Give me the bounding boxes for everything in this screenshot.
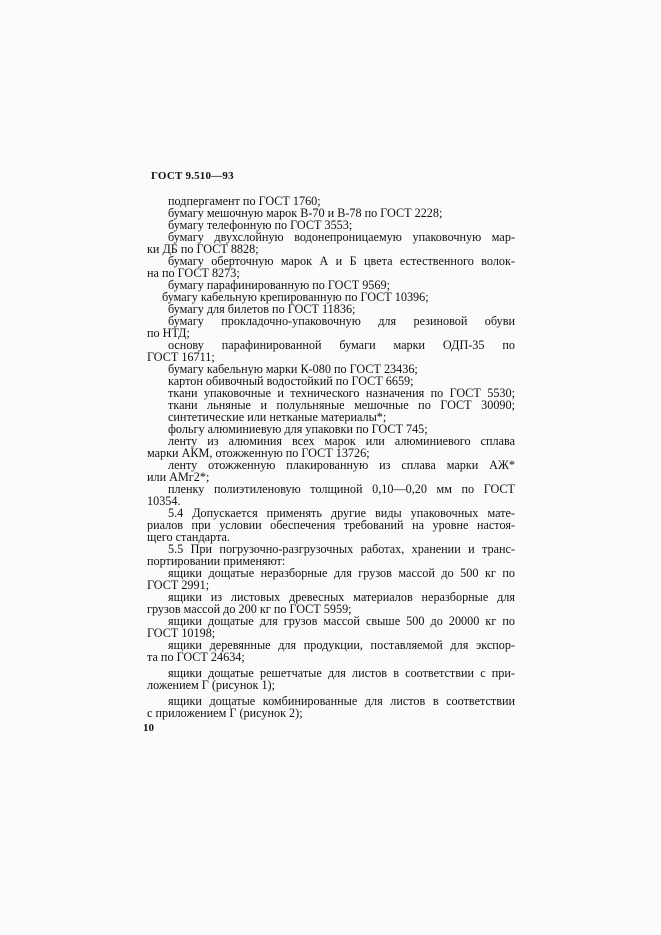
text-line: бумагу кабельную марки К-080 по ГОСТ 23436; [168, 362, 418, 376]
text-line: бумагу мешочную марок В-70 и В-78 по ГОСТ 2228; [168, 206, 443, 220]
text-line: 10354. [147, 494, 181, 508]
text-line: бумагу телефонную по ГОСТ 3553; [168, 218, 353, 232]
text-line: бумагу оберточную марок А и Б цвета естественного волок- [168, 254, 515, 268]
page-number: 10 [143, 722, 154, 734]
section-5-4-line: 5.4 Допускается применять другие виды упаковочных мате- [168, 506, 515, 520]
text-line: та по ГОСТ 24634; [147, 650, 245, 664]
text-line: бумагу прокладочно-упаковочную для резиновой обуви [168, 314, 515, 328]
text-line: ГОСТ 16711; [147, 350, 215, 364]
text-line: или АМг2*; [147, 470, 210, 484]
document-body [147, 195, 515, 719]
text-line: бумагу для билетов по ГОСТ 11836; [168, 302, 356, 316]
text-line: основу парафинированной бумаги марки ОДП-35 по [168, 338, 515, 352]
text-line: ленту отожженную плакированную из сплава марки АЖ* [168, 458, 515, 472]
text-line: на по ГОСТ 8273; [147, 266, 240, 280]
text-line: риалов при условии обеспечения требований на уровне настоя- [147, 518, 515, 532]
document-header: ГОСТ 9.510—93 [151, 170, 234, 182]
text-line: ящики дощатые неразборные для грузов массой до 500 кг по [168, 566, 515, 580]
text-line: фольгу алюминиевую для упаковки по ГОСТ 745; [168, 422, 428, 436]
text-line: картон обивочный водостойкий по ГОСТ 6659; [168, 374, 414, 388]
text-line: портировании применяют: [147, 554, 286, 568]
text-line: ложением Г (рисунок 1); [147, 678, 275, 692]
text-line: пленку полиэтиленовую толщиной 0,10—0,20 мм по ГОСТ [168, 482, 515, 496]
text-line: ткани льняные и полульняные мешочные по ГОСТ 30090; [168, 398, 515, 412]
text-line: ящики из листовых древесных материалов неразборные для [168, 590, 515, 604]
text-line: марки АКМ, отожженную по ГОСТ 13726; [147, 446, 370, 460]
text-line: ящики дощатые комбинированные для листов в соответствии [168, 694, 515, 708]
text-line: ГОСТ 10198; [147, 626, 216, 640]
text-line: ящики дощатые для грузов массой свыше 500 до 20000 кг по [168, 614, 515, 628]
text-line: подпергамент по ГОСТ 1760; [168, 194, 321, 208]
text-line: ящики деревянные для продукции, поставляемой для экспор- [168, 638, 515, 652]
section-5-5-line: 5.5 При погрузочно-разгрузочных работах, хранении и транс- [168, 542, 515, 556]
text-line: ткани упаковочные и технического назначения по ГОСТ 5530; [168, 386, 515, 400]
text-line: ГОСТ 2991; [147, 578, 210, 592]
text-line: бумагу кабельную крепированную по ГОСТ 10396; [162, 290, 429, 304]
text-line: ленту из алюминия всех марок или алюминиевого сплава [168, 434, 515, 448]
text-line: грузов массой до 200 кг по ГОСТ 5959; [147, 602, 352, 616]
text-line: по НТД; [147, 326, 190, 340]
text-line: синтетические или нетканые материалы*; [168, 410, 387, 424]
text-line: бумагу двухслойную водонепроницаемую упаковочную мар- [168, 230, 515, 244]
text-line: щего стандарта. [147, 530, 230, 544]
text-line: ящики дощатые решетчатые для листов в соответствии с при- [168, 666, 515, 680]
text-line: бумагу парафинированную по ГОСТ 9569; [168, 278, 390, 292]
text-line: с приложением Г (рисунок 2); [147, 706, 303, 720]
text-line: ки ДБ по ГОСТ 8828; [147, 242, 259, 256]
